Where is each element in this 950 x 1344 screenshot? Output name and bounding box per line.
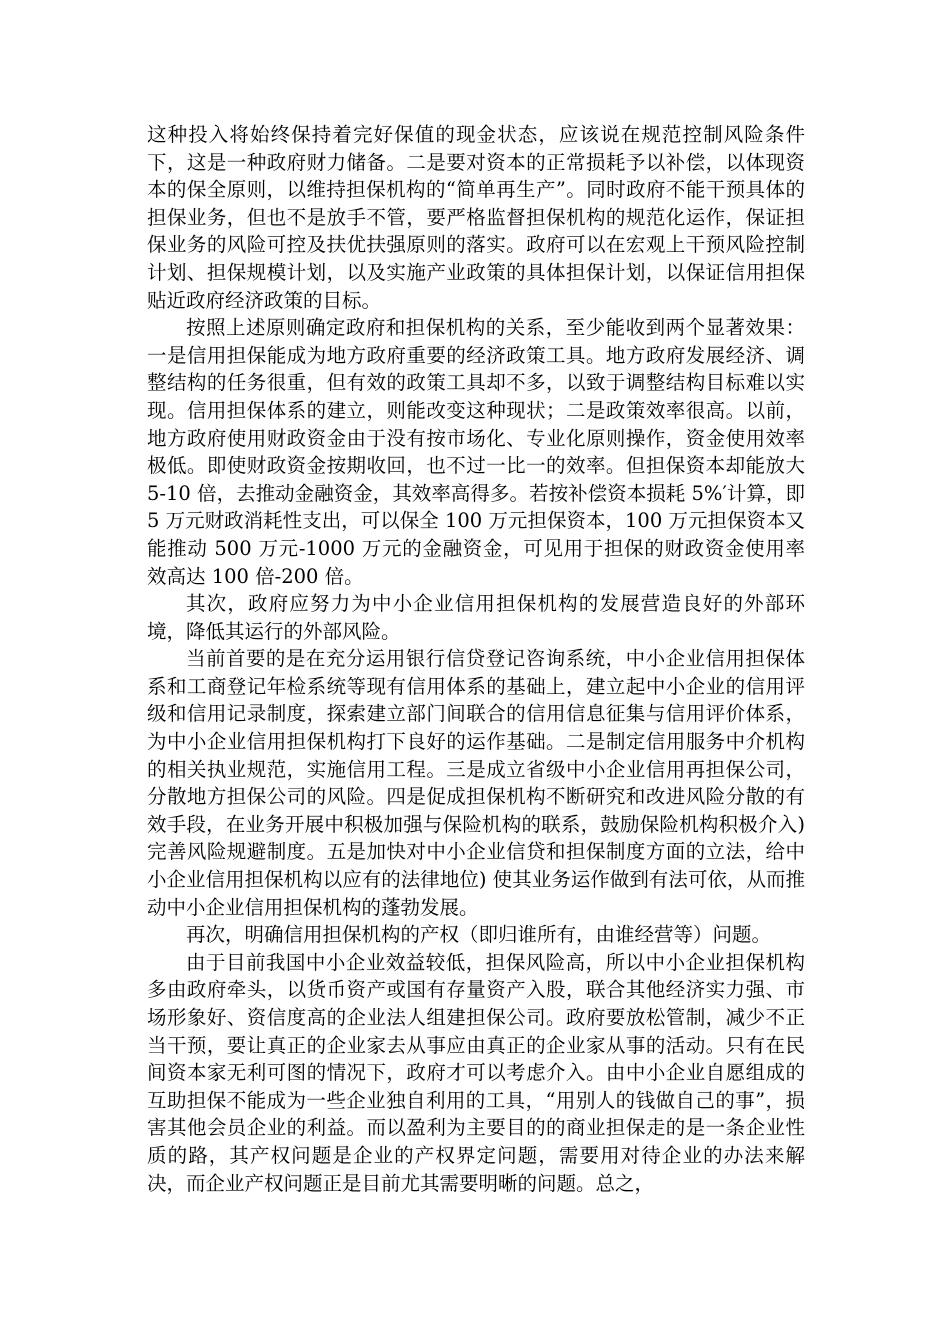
- paragraph-1: 这种投入将始终保持着完好保值的现金状态，应该说在规范控制风险条件下，这是一种政府财力储备。二是要对资本的正常损耗予以补偿，以体现资本的保全原则，以维持担保机构的“简单再生产”。同时政府不能干预具体的担保业务，但也不是放手不管，要严格监督担保机构的规范化运作，保证担保业务的风险可控及扶优扶强原则的落实。政府可以在宏观上干预风险控制计划、担保规模计划，以及实施产业政策的具体担保计划，以保证信用担保贴近政府经济政策的目标。: [147, 123, 805, 312]
- paragraph-2: 按照上述原则确定政府和担保机构的关系，至少能收到两个显著效果：一是信用担保能成为地方政府重要的经济政策工具。地方政府发展经济、调整结构的任务很重，但有效的政策工具却不多，以致于调整结构目标难以实现。信用担保体系的建立，则能改变这种现状；二是政策效率很高。以前，地方政府使用财政资金由于没有按市场化、专业化原则操作，资金使用效率极低。即使财政资金按期收回，也不过一比一的效率。但担保资本却能放大 5-10 倍，去推动金融资金，其效率高得多。若按补偿资本损耗 5%′计算，即 5 万元财政消耗性支出，可以保全 100 万元担保资本，100 万元担保资本又能推动 500 万元-1000 万元的金融资金，可见用于担保的财政资金使用率效高达 100 倍-200 倍。: [147, 316, 805, 588]
- paragraph-4: 当前首要的是在充分运用银行信贷登记咨询系统，中小企业信用担保体系和工商登记年检系统等现有信用体系的基础上，建立起中小企业的信用评级和信用记录制度，探索建立部门间联合的信用信息征集与信用评价体系，为中小企业信用担保机构打下良好的运作基础。二是制定信用服务中介机构的相关执业规范，实施信用工程。三是成立省级中小企业信用再担保公司，分散地方担保公司的风险。四是促成担保机构不断研究和改进风险分散的有效手段，在业务开展中积极加强与保险机构的联系，鼓励保险机构积极介入) 完善风险规避制度。五是加快对中小企业信贷和担保制度方面的立法，给中小企业信用担保机构以应有的法律地位) 使其业务运作做到有法可依，从而推动中小企业信用担保机构的蓬勃发展。: [147, 647, 805, 919]
- paragraph-6: 由于目前我国中小企业效益较低，担保风险高，所以中小企业担保机构多由政府牵头，以货币资产或国有存量资产入股，联合其他经济实力强、市场形象好、资信度高的企业法人组建担保公司。政府要放松管制，减少不正当干预，要让真正的企业家去从事应由真正的企业家从事的活动。只有在民间资本家无利可图的情况下，政府才可以考虑介入。由中小企业自愿组成的互助担保不能成为一些企业独自利用的工具，“用别人的钱做自己的事”，损害其他会员企业的利益。而以盈利为主要目的的商业担保走的是一条企业性质的路，其产权问题是企业的产权界定问题，需要用对待企业的办法来解决，而企业产权问题正是目前尤其需要明晰的问题。总之，: [147, 950, 805, 1195]
- document-body: [147, 121, 805, 1197]
- paragraph-3: 其次，政府应努力为中小企业信用担保机构的发展营造良好的外部环境，降低其运行的外部风险。: [147, 592, 805, 643]
- paragraph-5: 再次，明确信用担保机构的产权（即归谁所有，由谁经营等）问题。: [186, 923, 772, 947]
